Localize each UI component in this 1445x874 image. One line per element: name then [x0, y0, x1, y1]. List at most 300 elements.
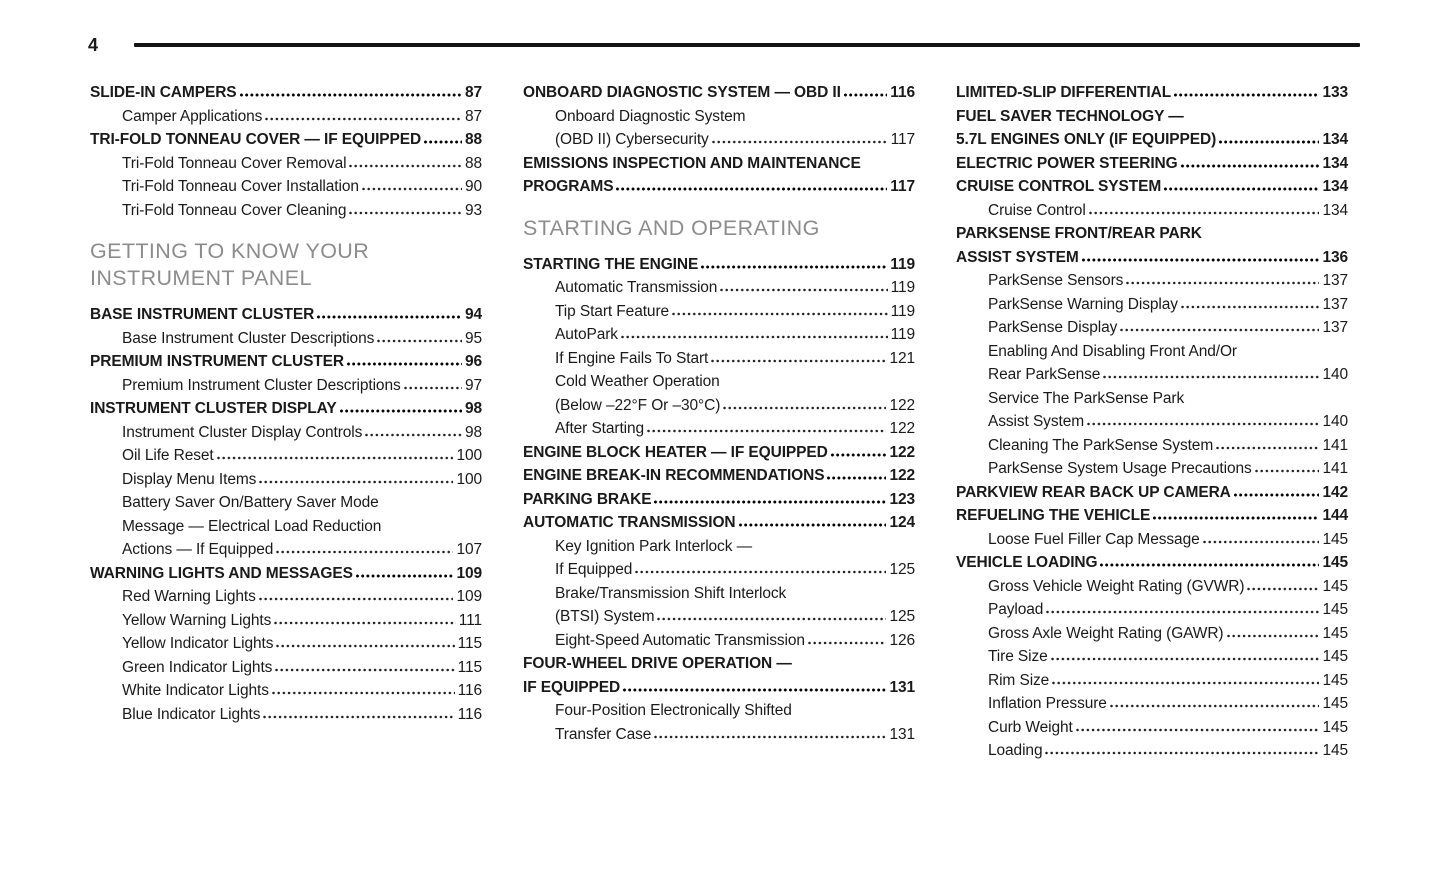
toc-entry-main	[956, 551, 1348, 575]
toc-entry-sub	[90, 444, 482, 468]
toc-entry-sub	[956, 622, 1348, 646]
leader-dots	[1076, 728, 1320, 732]
leader-dots	[623, 688, 886, 692]
toc-entry-page: 100	[456, 470, 482, 488]
leader-dots	[1087, 422, 1319, 426]
toc-entry-leader-line	[523, 511, 915, 535]
toc-entry-line: Message — Electrical Load Reduction	[122, 517, 382, 535]
toc-entry-title: Loose Fuel Filler Cap Message	[988, 530, 1200, 548]
toc-entry-sub	[90, 468, 482, 492]
toc-entry-sub	[90, 632, 482, 656]
toc-entry-title: Rim Size	[988, 671, 1050, 689]
toc-entry-leader-line	[122, 538, 482, 562]
toc-entry-page: 119	[890, 255, 915, 273]
toc-entry-title: Gross Axle Weight Rating (GAWR)	[988, 624, 1224, 642]
toc-entry-page: 145	[1322, 648, 1348, 665]
toc-entry-sub	[956, 457, 1348, 481]
leader-dots	[240, 93, 462, 97]
toc-entry-page: 93	[464, 201, 482, 219]
toc-entry-sub	[523, 699, 915, 746]
toc-entry-sub	[523, 300, 915, 324]
leader-dots	[349, 164, 462, 168]
leader-dots	[217, 456, 454, 460]
toc-entry-title: CRUISE CONTROL SYSTEM	[956, 178, 1162, 195]
toc-entry-page: 141	[1322, 460, 1348, 477]
leader-dots	[1103, 375, 1319, 379]
leader-dots	[1181, 164, 1320, 168]
toc-entry-sub	[90, 491, 482, 562]
toc-entry-sub	[90, 703, 482, 727]
toc-entry-title: White Indicator Lights	[122, 682, 269, 699]
toc-entry-line: Onboard Diagnostic System	[555, 107, 746, 125]
toc-entry-title: Inflation Pressure	[988, 695, 1107, 712]
toc-entry-page: 119	[890, 326, 915, 343]
toc-entry-leader-line	[956, 481, 1348, 505]
toc-entry-sub	[956, 575, 1348, 599]
toc-entry-leader-line	[555, 128, 915, 152]
toc-entry-leader-line	[122, 585, 482, 609]
toc-entry-title: WARNING LIGHTS AND MESSAGES	[90, 564, 353, 582]
leader-dots	[808, 641, 887, 645]
toc-entry-page: 144	[1322, 507, 1348, 524]
leader-dots	[739, 523, 887, 527]
section-heading-line: STARTING AND OPERATING	[523, 215, 820, 240]
toc-entry-leader-line	[555, 417, 915, 441]
toc-entry-page: 121	[889, 349, 915, 367]
section-heading-line: INSTRUMENT PANEL	[90, 266, 312, 290]
toc-entry-title: Curb Weight	[988, 718, 1073, 736]
toc-entry-title: ONBOARD DIAGNOSTIC SYSTEM — OBD II	[523, 84, 841, 101]
leader-dots	[635, 570, 886, 574]
toc-entry-page: 116	[890, 84, 915, 101]
toc-entry-main	[956, 481, 1348, 505]
toc-entry-sub	[523, 323, 915, 347]
toc-entry-sub	[90, 585, 482, 609]
toc-entry-sub	[956, 293, 1348, 317]
toc-entry-sub	[90, 374, 482, 398]
toc-entry-page: 98	[464, 423, 482, 441]
toc-entry-title: VEHICLE LOADING	[956, 554, 1098, 571]
toc-entry-page: 94	[464, 306, 482, 323]
toc-entry-page: 98	[464, 400, 482, 417]
toc-entry-page: 137	[1322, 295, 1348, 313]
toc-entry-title: INSTRUMENT CLUSTER DISPLAY	[90, 400, 337, 417]
toc-column	[523, 81, 915, 763]
toc-entry-sub	[90, 152, 482, 176]
toc-entry-sub	[90, 656, 482, 680]
toc-entry-leader-line	[555, 323, 915, 347]
toc-entry-sub	[956, 739, 1348, 763]
toc-entry-main	[90, 350, 482, 374]
toc-entry-leader-line	[90, 303, 482, 327]
leader-dots	[712, 140, 888, 144]
toc-entry-title: ParkSense System Usage Precautions	[988, 460, 1252, 477]
toc-entry-leader-line	[988, 622, 1348, 646]
toc-entry-page: 125	[889, 561, 915, 578]
leader-dots	[1051, 657, 1320, 661]
toc-entry-title: REFUELING THE VEHICLE	[956, 507, 1151, 524]
toc-entry-sub	[956, 645, 1348, 669]
toc-entry-sub	[90, 105, 482, 129]
toc-entry-title: Yellow Indicator Lights	[122, 635, 274, 652]
leader-dots	[1046, 610, 1319, 614]
toc-entry-leader-line	[988, 363, 1348, 387]
toc-entry-leader-line	[555, 276, 915, 300]
toc-entry-sub	[956, 316, 1348, 340]
toc-entry-leader-line	[555, 300, 915, 324]
toc-entry-title: BASE INSTRUMENT CLUSTER	[90, 306, 315, 323]
toc-entry-page: 122	[889, 443, 915, 461]
leader-dots	[272, 691, 455, 695]
toc-entry-leader-line	[122, 374, 482, 398]
toc-entry-main	[956, 105, 1348, 152]
toc-entry-title: STARTING THE ENGINE	[523, 255, 699, 273]
toc-entry-title: SLIDE-IN CAMPERS	[90, 84, 237, 101]
leader-dots	[340, 409, 462, 413]
toc-entry-sub	[523, 535, 915, 582]
toc-entry-page: 87	[464, 84, 482, 101]
toc-entry-page: 137	[1322, 319, 1348, 336]
toc-entry-title: PARKING BRAKE	[523, 490, 652, 508]
toc-entry-leader-line	[988, 528, 1348, 552]
toc-entry-page: 145	[1322, 554, 1348, 571]
toc-entry-sub	[956, 669, 1348, 693]
toc-entry-leader-line	[988, 575, 1348, 599]
toc-entry-leader-line	[122, 175, 482, 199]
toc-entry-line: FUEL SAVER TECHNOLOGY —	[956, 107, 1184, 125]
toc-entry-title: Tire Size	[988, 648, 1048, 665]
toc-entry-page: 107	[456, 541, 482, 558]
leader-dots	[701, 265, 887, 269]
toc-entry-page: 88	[464, 131, 482, 148]
toc-entry-leader-line	[90, 81, 482, 105]
toc-entry-line: Cold Weather Operation	[555, 373, 720, 390]
toc-entry-page: 88	[464, 154, 482, 172]
toc-entry-main	[90, 397, 482, 421]
toc-entry-main	[523, 652, 915, 699]
toc-entry-leader-line	[555, 723, 915, 747]
toc-entry-line: Key Ignition Park Interlock —	[555, 537, 752, 555]
leader-dots	[1227, 634, 1320, 638]
toc-entry-sub	[956, 340, 1348, 387]
leader-dots	[711, 359, 886, 363]
leader-dots	[844, 93, 887, 97]
toc-entry-sub	[90, 175, 482, 199]
toc-entry-sub	[523, 417, 915, 441]
toc-column	[90, 81, 482, 763]
leader-dots	[276, 644, 454, 648]
toc-entry-leader-line	[988, 410, 1348, 434]
toc-entry-leader-line	[988, 716, 1348, 740]
toc-entry-leader-line	[90, 562, 482, 586]
toc-entry-title: Oil Life Reset	[122, 447, 214, 464]
toc-entry-page: 96	[464, 353, 482, 370]
toc-entry-line: Service The ParkSense Park	[988, 389, 1185, 407]
toc-entry-sub	[90, 609, 482, 633]
leader-dots	[621, 335, 888, 339]
leader-dots	[647, 429, 886, 433]
toc-entry-title: Cruise Control	[988, 201, 1086, 219]
leader-dots	[672, 312, 888, 316]
toc-entry-leader-line	[90, 350, 482, 374]
toc-entry-leader-line	[122, 199, 482, 223]
toc-entry-leader-line	[956, 128, 1348, 152]
toc-entry-sub	[90, 327, 482, 351]
toc-entry-sub	[956, 692, 1348, 716]
leader-dots	[1045, 751, 1319, 755]
toc-entry-main	[523, 152, 915, 199]
toc-entry-sub	[956, 434, 1348, 458]
toc-entry-leader-line	[90, 128, 482, 152]
toc-entry-leader-line	[988, 598, 1348, 622]
toc-entry-leader-line	[956, 152, 1348, 176]
toc-entry-title: Display Menu Items	[122, 470, 257, 488]
toc-entry-line: Battery Saver On/Battery Saver Mode	[122, 494, 379, 511]
toc-entry-main	[956, 152, 1348, 176]
toc-entry-leader-line	[523, 175, 915, 199]
leader-dots	[1052, 681, 1319, 685]
toc-entry-title: Actions — If Equipped	[122, 541, 274, 558]
toc-entry-leader-line	[122, 444, 482, 468]
leader-dots	[1174, 93, 1319, 97]
toc-entry-leader-line	[523, 441, 915, 465]
leader-dots	[275, 668, 454, 672]
leader-dots	[1219, 140, 1319, 144]
leader-dots	[657, 617, 886, 621]
toc-entry-leader-line	[122, 421, 482, 445]
toc-entry-line: Enabling And Disabling Front And/Or	[988, 342, 1237, 360]
toc-entry-leader-line	[988, 645, 1348, 669]
toc-entry-leader-line	[122, 609, 482, 633]
toc-entry-title: PARKVIEW REAR BACK UP CAMERA	[956, 483, 1231, 501]
toc-entry-page: 122	[889, 396, 915, 414]
toc-entry-title: ASSIST SYSTEM	[956, 248, 1079, 266]
toc-entry-title: ParkSense Sensors	[988, 272, 1124, 289]
toc-entry-main	[956, 175, 1348, 199]
toc-entry-page: 134	[1322, 131, 1348, 148]
toc-entry-title: PREMIUM INSTRUMENT CLUSTER	[90, 353, 345, 370]
toc-entry-line: EMISSIONS INSPECTION AND MAINTENANCE	[523, 154, 861, 172]
toc-entry-title: AutoPark	[555, 326, 618, 343]
toc-entry-leader-line	[122, 679, 482, 703]
leader-dots	[1120, 328, 1319, 332]
toc-entry-title: Red Warning Lights	[122, 588, 256, 605]
toc-entry-title: Loading	[988, 742, 1043, 759]
toc-entry-leader-line	[956, 175, 1348, 199]
toc-entry-page: 134	[1322, 154, 1348, 172]
toc-entry-page: 117	[890, 178, 915, 195]
toc-entry-leader-line	[90, 397, 482, 421]
toc-entry-main	[523, 441, 915, 465]
toc-entry-main	[90, 562, 482, 586]
leader-dots	[265, 117, 462, 121]
leader-dots	[276, 550, 453, 554]
toc-entry-leader-line	[555, 558, 915, 582]
toc-entry-title: ELECTRIC POWER STEERING	[956, 154, 1178, 172]
toc-entry-page: 145	[1322, 671, 1348, 689]
toc-entry-main	[956, 222, 1348, 269]
toc-entry-line: FOUR-WHEEL DRIVE OPERATION —	[523, 655, 792, 672]
toc-entry-title: Assist System	[988, 413, 1085, 430]
toc-entry-leader-line	[523, 81, 915, 105]
toc-entry-page: 126	[889, 631, 915, 649]
toc-entry-leader-line	[523, 253, 915, 277]
section-heading-line: GETTING TO KNOW YOUR	[90, 239, 370, 263]
toc-entry-sub	[523, 105, 915, 152]
leader-dots	[1153, 516, 1319, 520]
leader-dots	[1216, 446, 1319, 450]
page-number: 4	[88, 35, 99, 55]
toc-entry-main	[90, 81, 482, 105]
toc-entry-title: Tip Start Feature	[555, 302, 670, 320]
toc-entry-title: Camper Applications	[122, 107, 263, 125]
toc-entry-leader-line	[988, 269, 1348, 293]
toc-entry-title: Transfer Case	[555, 725, 652, 743]
toc-entry-title: ENGINE BREAK-IN RECOMMENDATIONS	[523, 467, 825, 484]
toc-entry-page: 123	[889, 490, 915, 508]
toc-entry-leader-line	[555, 605, 915, 629]
toc-entry-title: TRI-FOLD TONNEAU COVER — IF EQUIPPED	[90, 131, 422, 148]
toc-entry-page: 90	[464, 178, 482, 195]
toc-entry-page: 134	[1322, 178, 1348, 195]
toc-entry-page: 145	[1322, 624, 1348, 642]
toc-entry-line: Four-Position Electronically Shifted	[555, 702, 792, 719]
toc-entry-leader-line	[122, 632, 482, 656]
toc-entry-page: 145	[1322, 695, 1348, 712]
toc-entry-main	[523, 253, 915, 277]
toc-entry-page: 145	[1322, 577, 1348, 595]
toc-entry-sub	[523, 629, 915, 653]
toc-entry-title: Cleaning The ParkSense System	[988, 436, 1214, 454]
toc-entry-title: Eight-Speed Automatic Transmission	[555, 631, 805, 649]
toc-entry-leader-line	[523, 464, 915, 488]
toc-entry-sub	[523, 370, 915, 417]
toc-entry-leader-line	[122, 703, 482, 727]
toc-entry-page: 136	[1322, 248, 1348, 266]
toc-entry-page: 122	[889, 467, 915, 484]
toc-entry-leader-line	[956, 504, 1348, 528]
toc-entry-main	[956, 504, 1348, 528]
toc-entry-page: 142	[1322, 483, 1348, 501]
leader-dots	[349, 211, 462, 215]
leader-dots	[1234, 493, 1320, 497]
toc-entry-sub	[523, 582, 915, 629]
leader-dots	[654, 735, 886, 739]
toc-entry-page: 115	[457, 658, 482, 676]
toc-entry-page: 95	[464, 329, 482, 347]
toc-entry-leader-line	[555, 629, 915, 653]
toc-column	[956, 81, 1348, 763]
toc-entry-page: 133	[1322, 84, 1348, 101]
leader-dots	[1247, 587, 1319, 591]
toc-entry-title: Tri-Fold Tonneau Cover Installation	[122, 178, 359, 195]
toc-entry-title: (Below –22°F Or –30°C)	[555, 396, 721, 414]
leader-dots	[362, 187, 462, 191]
toc-entry-title: Green Indicator Lights	[122, 658, 273, 676]
toc-entry-title: If Equipped	[555, 561, 633, 578]
toc-entry-page: 137	[1322, 272, 1348, 289]
header-rule	[134, 43, 1360, 47]
toc-entry-line: PARKSENSE FRONT/REAR PARK	[956, 225, 1202, 242]
section-heading	[90, 238, 482, 292]
toc-entry-title: Yellow Warning Lights	[122, 611, 272, 629]
toc-entry-title: Payload	[988, 601, 1044, 618]
leader-dots	[827, 476, 886, 480]
toc-entry-page: 134	[1322, 201, 1348, 219]
toc-entry-title: ParkSense Warning Display	[988, 295, 1178, 313]
toc-entry-leader-line	[523, 488, 915, 512]
toc-entry-page: 125	[889, 608, 915, 625]
toc-entry-page: 145	[1322, 718, 1348, 736]
toc-entry-page: 87	[464, 107, 482, 125]
leader-dots	[263, 715, 454, 719]
toc-entry-leader-line	[555, 347, 915, 371]
toc-entry-title: Instrument Cluster Display Controls	[122, 423, 363, 441]
toc-entry-leader-line	[988, 669, 1348, 693]
toc-entry-title: Automatic Transmission	[555, 279, 718, 296]
leader-dots	[424, 140, 462, 144]
leader-dots	[831, 453, 887, 457]
toc-entry-main	[523, 488, 915, 512]
toc-entry-page: 119	[890, 279, 915, 296]
toc-entry-title: (OBD II) Cybersecurity	[555, 131, 709, 148]
toc-entry-sub	[90, 421, 482, 445]
toc-entry-title: Tri-Fold Tonneau Cover Cleaning	[122, 201, 347, 219]
toc-entry-page: 131	[889, 725, 915, 743]
toc-entry-leader-line	[988, 434, 1348, 458]
toc-entry-leader-line	[988, 692, 1348, 716]
toc-entry-page: 109	[456, 564, 482, 582]
leader-dots	[616, 187, 887, 191]
toc-entry-title: If Engine Fails To Start	[555, 349, 709, 367]
toc-entry-page: 116	[457, 682, 482, 699]
toc-entry-title: (BTSI) System	[555, 608, 655, 625]
toc-entry-leader-line	[956, 81, 1348, 105]
toc-entry-page: 119	[890, 302, 915, 320]
toc-entry-leader-line	[555, 394, 915, 418]
leader-dots	[654, 500, 886, 504]
toc-entry-main	[90, 128, 482, 152]
toc-entry-sub	[956, 528, 1348, 552]
toc-entry-leader-line	[523, 676, 915, 700]
toc-entry-sub	[956, 199, 1348, 223]
toc-entry-leader-line	[122, 105, 482, 129]
toc-entry-page: 117	[890, 131, 915, 148]
leader-dots	[1082, 258, 1320, 262]
toc-entry-title: Blue Indicator Lights	[122, 705, 261, 723]
toc-entry-main	[523, 464, 915, 488]
leader-dots	[1089, 211, 1320, 215]
leader-dots	[259, 480, 453, 484]
leader-dots	[377, 339, 462, 343]
toc-entry-leader-line	[988, 457, 1348, 481]
leader-dots	[723, 406, 886, 410]
toc-entry-page: 145	[1322, 601, 1348, 618]
leader-dots	[720, 288, 887, 292]
leader-dots	[1164, 187, 1319, 191]
toc-entry-main	[523, 81, 915, 105]
toc-entry-sub	[956, 269, 1348, 293]
toc-entry-page: 116	[457, 705, 482, 723]
toc-entry-title: After Starting	[555, 420, 645, 437]
leader-dots	[347, 362, 462, 366]
toc-entry-page: 124	[889, 514, 915, 531]
toc-entry-page: 140	[1322, 366, 1348, 383]
leader-dots	[274, 621, 455, 625]
toc-entry-leader-line	[956, 551, 1348, 575]
toc-entry-title: ENGINE BLOCK HEATER — IF EQUIPPED	[523, 443, 828, 461]
toc-entry-page: 145	[1322, 742, 1348, 759]
